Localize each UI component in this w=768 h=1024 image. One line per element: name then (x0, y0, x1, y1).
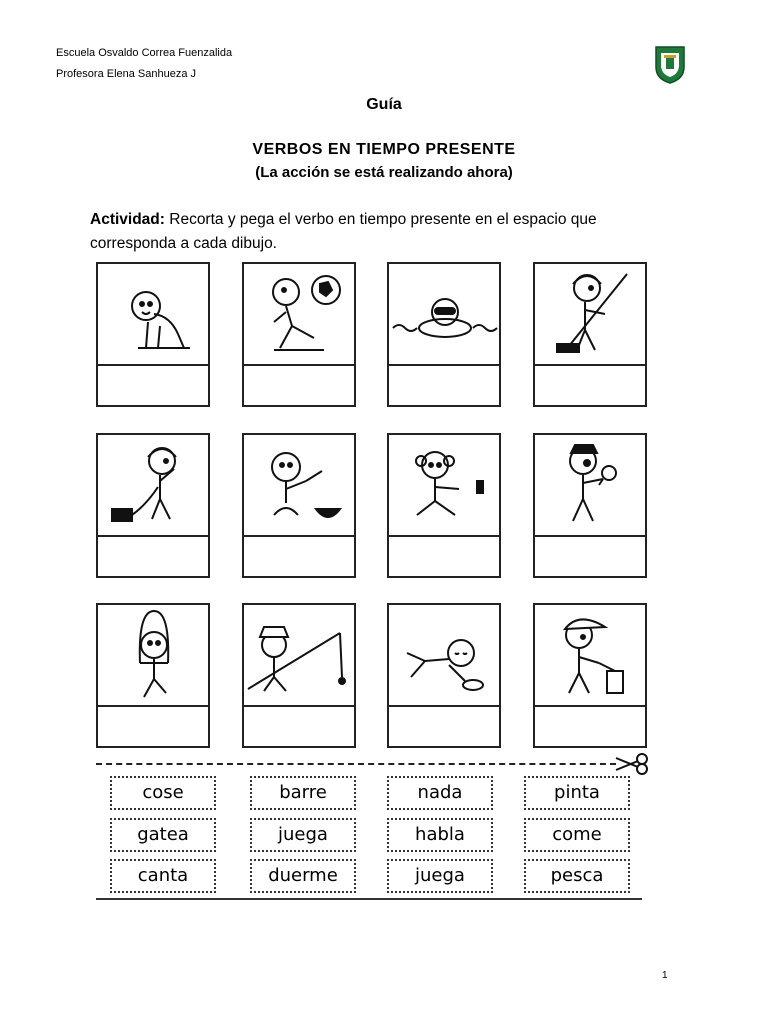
bottom-rule (96, 898, 642, 900)
activity-label: Actividad: (90, 211, 165, 228)
sewing-girl-icon (389, 435, 499, 537)
picture-cell (242, 262, 356, 407)
picture-cell (533, 603, 647, 748)
school-logo-icon (652, 45, 688, 85)
swimming-child-icon (389, 264, 499, 366)
scissors-icon (614, 752, 650, 776)
sweeping-girl-icon (535, 264, 645, 366)
activity-instructions (90, 208, 670, 256)
word-card[interactable]: nada (387, 776, 493, 810)
word-card[interactable]: habla (387, 818, 493, 852)
picture-cell (387, 262, 501, 407)
activity-text: Recorta y pega el verbo en tiempo presente en el espacio que corresponda a cada dibujo. (90, 211, 597, 252)
picture-cell (96, 433, 210, 578)
subtitle: (La acción se está realizando ahora) (255, 164, 513, 181)
word-card[interactable]: canta (110, 859, 216, 893)
word-card[interactable]: barre (250, 776, 356, 810)
word-card[interactable]: pinta (524, 776, 630, 810)
word-card[interactable]: cose (110, 776, 216, 810)
guide-title: Guía (366, 96, 402, 113)
word-card[interactable]: pesca (524, 859, 630, 893)
jump-rope-child-icon (98, 605, 208, 707)
word-card[interactable]: duerme (250, 859, 356, 893)
picture-cell (387, 603, 501, 748)
word-card[interactable]: come (524, 818, 630, 852)
main-title: VERBOS EN TIEMPO PRESENTE (252, 141, 516, 158)
eating-baby-icon (244, 435, 354, 537)
picture-cell (242, 603, 356, 748)
picture-cell (96, 603, 210, 748)
painting-boy-icon (535, 605, 645, 707)
sleeping-baby-icon (389, 605, 499, 707)
crawling-baby-icon (98, 264, 208, 366)
picture-cell (533, 433, 647, 578)
picture-cell (242, 433, 356, 578)
fishing-boy-icon (244, 605, 354, 707)
word-card[interactable]: juega (250, 818, 356, 852)
picture-cell (533, 262, 647, 407)
magnifier-boy-icon (535, 435, 645, 537)
school-name: Escuela Osvaldo Correa Fuenzalida (56, 47, 233, 59)
picture-cell (96, 262, 210, 407)
teacher-name: Profesora Elena Sanhueza J (56, 68, 197, 80)
kicking-ball-icon (244, 264, 354, 366)
page-number: 1 (662, 970, 668, 981)
word-card[interactable]: juega (387, 859, 493, 893)
phone-talking-girl-icon (98, 435, 208, 537)
picture-cell (387, 433, 501, 578)
word-card[interactable]: gatea (110, 818, 216, 852)
cut-line (96, 763, 616, 765)
